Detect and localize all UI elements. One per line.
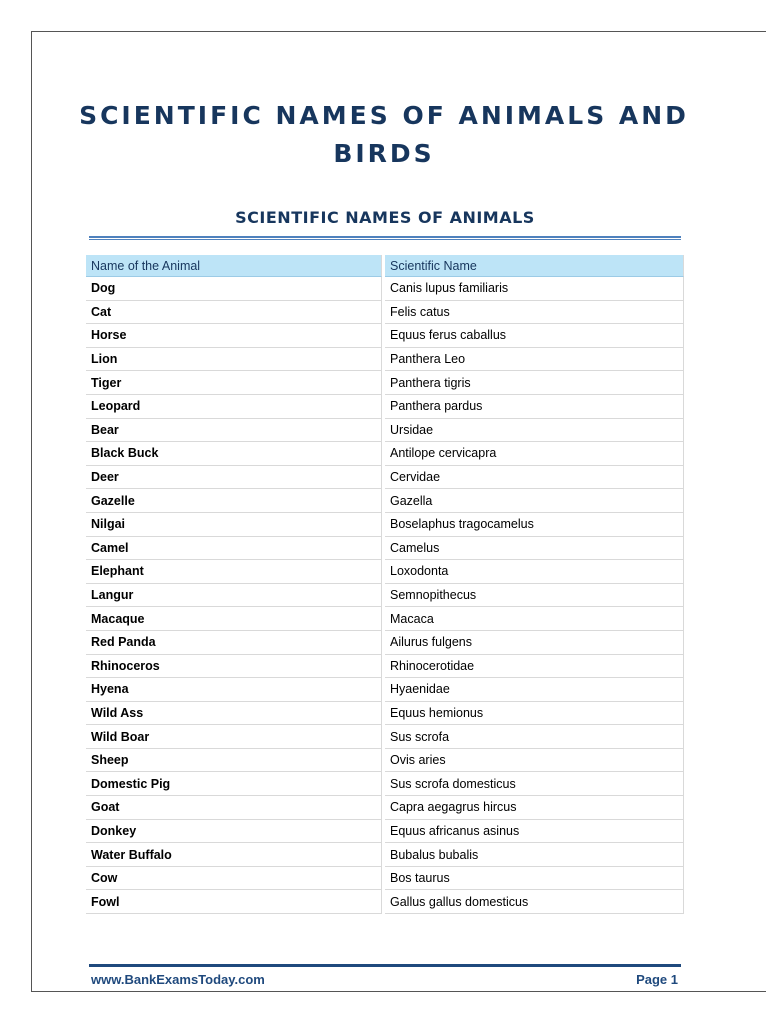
- table-row: [86, 301, 684, 325]
- table-row: [86, 749, 684, 773]
- animal-name-cell: Water Buffalo: [86, 843, 382, 867]
- footer-website: www.BankExamsToday.com: [91, 972, 265, 987]
- scientific-name-cell: Felis catus: [385, 301, 684, 325]
- table-row: [86, 442, 684, 466]
- table-row: [86, 395, 684, 419]
- table-row: [86, 513, 684, 537]
- scientific-name-cell: Equus hemionus: [385, 702, 684, 726]
- scientific-name-cell: Gallus gallus domesticus: [385, 890, 684, 914]
- animal-name-cell: Donkey: [86, 820, 382, 844]
- table-row: [86, 560, 684, 584]
- animal-name-cell: Leopard: [86, 395, 382, 419]
- table-row: [86, 584, 684, 608]
- table-row: [86, 820, 684, 844]
- animal-name-cell: Tiger: [86, 371, 382, 395]
- animal-name-cell: Cow: [86, 867, 382, 891]
- scientific-name-cell: Rhinocerotidae: [385, 655, 684, 679]
- animal-name-cell: Cat: [86, 301, 382, 325]
- section-heading: SCIENTIFIC NAMES OF ANIMALS: [235, 208, 535, 227]
- animal-name-cell: Langur: [86, 584, 382, 608]
- animal-name-cell: Deer: [86, 466, 382, 490]
- table-body: [86, 277, 684, 914]
- table-row: [86, 489, 684, 513]
- column-header-animal: Name of the Animal: [86, 255, 382, 277]
- document-title: SCIENTIFIC NAMES OF ANIMALS AND BIRDS: [79, 101, 689, 168]
- animals-table: [83, 255, 687, 914]
- animal-name-cell: Red Panda: [86, 631, 382, 655]
- section-heading-rule: [89, 236, 681, 240]
- table-row: [86, 678, 684, 702]
- table-row: [86, 843, 684, 867]
- animal-name-cell: Wild Boar: [86, 725, 382, 749]
- table-row: [86, 867, 684, 891]
- scientific-name-cell: Hyaenidae: [385, 678, 684, 702]
- table-row: [86, 277, 684, 301]
- scientific-name-cell: Macaca: [385, 607, 684, 631]
- animal-name-cell: Fowl: [86, 890, 382, 914]
- footer-rule: [89, 964, 681, 967]
- animal-name-cell: Rhinoceros: [86, 655, 382, 679]
- scientific-name-cell: Ovis aries: [385, 749, 684, 773]
- table-row: [86, 348, 684, 372]
- animal-name-cell: Goat: [86, 796, 382, 820]
- table-row: [86, 702, 684, 726]
- animal-name-cell: Macaque: [86, 607, 382, 631]
- scientific-name-cell: Sus scrofa domesticus: [385, 772, 684, 796]
- scientific-name-cell: Ursidae: [385, 419, 684, 443]
- table-row: [86, 371, 684, 395]
- scientific-name-cell: Capra aegagrus hircus: [385, 796, 684, 820]
- animal-name-cell: Bear: [86, 419, 382, 443]
- table-row: [86, 725, 684, 749]
- scientific-name-cell: Panthera pardus: [385, 395, 684, 419]
- scientific-name-cell: Semnopithecus: [385, 584, 684, 608]
- animal-name-cell: Lion: [86, 348, 382, 372]
- table-row: [86, 419, 684, 443]
- scientific-name-cell: Bubalus bubalis: [385, 843, 684, 867]
- table-row: [86, 631, 684, 655]
- table-row: [86, 796, 684, 820]
- scientific-name-cell: Panthera tigris: [385, 371, 684, 395]
- animal-name-cell: Domestic Pig: [86, 772, 382, 796]
- column-header-scientific-name: Scientific Name: [385, 255, 684, 277]
- footer-page-number: Page 1: [636, 972, 678, 987]
- animal-name-cell: Horse: [86, 324, 382, 348]
- table-row: [86, 607, 684, 631]
- table-row: [86, 537, 684, 561]
- animal-name-cell: Gazelle: [86, 489, 382, 513]
- scientific-name-cell: Camelus: [385, 537, 684, 561]
- animal-name-cell: Wild Ass: [86, 702, 382, 726]
- animal-name-cell: Camel: [86, 537, 382, 561]
- scientific-name-cell: Panthera Leo: [385, 348, 684, 372]
- table-row: [86, 655, 684, 679]
- scientific-name-cell: Bos taurus: [385, 867, 684, 891]
- table-header-row: [86, 255, 684, 277]
- animal-name-cell: Sheep: [86, 749, 382, 773]
- table-row: [86, 324, 684, 348]
- scientific-name-cell: Gazella: [385, 489, 684, 513]
- scientific-name-cell: Loxodonta: [385, 560, 684, 584]
- scientific-name-cell: Sus scrofa: [385, 725, 684, 749]
- animal-name-cell: Nilgai: [86, 513, 382, 537]
- animal-name-cell: Black Buck: [86, 442, 382, 466]
- scientific-name-cell: Ailurus fulgens: [385, 631, 684, 655]
- scientific-name-cell: Equus ferus caballus: [385, 324, 684, 348]
- scientific-name-cell: Canis lupus familiaris: [385, 277, 684, 301]
- scientific-name-cell: Antilope cervicapra: [385, 442, 684, 466]
- scientific-name-cell: Equus africanus asinus: [385, 820, 684, 844]
- animal-name-cell: Dog: [86, 277, 382, 301]
- scientific-name-cell: Boselaphus tragocamelus: [385, 513, 684, 537]
- table-row: [86, 466, 684, 490]
- animal-name-cell: Elephant: [86, 560, 382, 584]
- table-row: [86, 772, 684, 796]
- scientific-name-cell: Cervidae: [385, 466, 684, 490]
- table-row: [86, 890, 684, 914]
- animal-name-cell: Hyena: [86, 678, 382, 702]
